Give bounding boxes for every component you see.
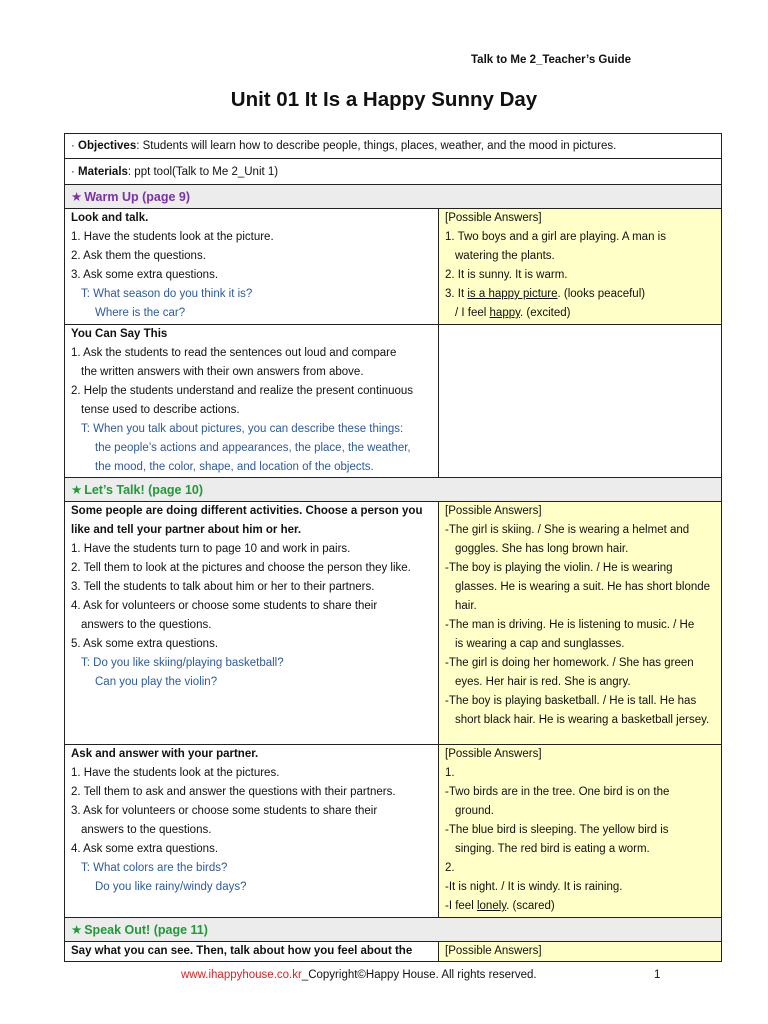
say-this-instructions xyxy=(65,325,439,478)
guide-title: Talk to Me 2_Teacher’s Guide xyxy=(471,54,631,66)
teacher-question: T: What season do you think it is? xyxy=(81,288,253,300)
partner-answers xyxy=(439,745,722,918)
answer-line xyxy=(445,285,715,304)
answer-number: 2. xyxy=(445,862,455,874)
speakout-instructions xyxy=(65,942,439,962)
materials-cell xyxy=(65,159,722,185)
say-this-step: 2. Help the students understand and realize the present continuous xyxy=(71,385,414,397)
activity-row xyxy=(65,502,722,745)
activity-answers xyxy=(439,502,722,745)
activity-step: 5. Ask some extra questions. xyxy=(71,638,219,650)
answer-number: 1. xyxy=(445,767,455,779)
answer-line xyxy=(445,304,715,323)
letstalk-page: (page 10) xyxy=(148,483,204,497)
look-talk-row xyxy=(65,209,722,325)
answer-line: eyes. Her hair is red. She is angry. xyxy=(455,676,631,688)
teacher-line: the people’s actions and appearances, the place, the weather, xyxy=(95,442,411,454)
activity-step: answers to the questions. xyxy=(81,619,212,631)
answer-line: glasses. He is wearing a suit. He has short blonde xyxy=(455,581,711,593)
answer-text: . (scared) xyxy=(506,900,555,912)
letstalk-heading-row xyxy=(65,478,722,502)
say-this-step: the written answers with their own answers from above. xyxy=(81,366,364,378)
page-title: Unit 01 It Is a Happy Sunny Day xyxy=(230,88,538,111)
look-talk-instructions xyxy=(65,209,439,325)
lesson-table xyxy=(64,133,722,962)
objectives-cell xyxy=(65,134,722,159)
answer-underlined: is a happy picture xyxy=(467,288,558,300)
answer-line: -The boy is playing the violin. / He is wearing xyxy=(445,562,673,574)
letstalk-heading xyxy=(65,478,722,502)
answer-line: 2. It is sunny. It is warm. xyxy=(445,269,568,281)
activity-instructions xyxy=(65,502,439,745)
answer-line: goggles. She has long brown hair. xyxy=(455,543,629,555)
activity-step: 1. Have the students turn to page 10 and work in pairs. xyxy=(71,543,351,555)
objectives-bullet: · xyxy=(71,140,75,152)
answer-text: 3. It xyxy=(445,288,468,300)
speakout-heading xyxy=(65,918,722,942)
speakout-answers xyxy=(439,942,722,962)
objectives-row xyxy=(65,134,722,159)
objectives-text: : Students will learn how to describe people, things, places, weather, and the mood in pictures. xyxy=(136,140,617,152)
look-talk-answers xyxy=(439,209,722,325)
answer-underlined: happy xyxy=(489,307,521,319)
answer-line: ground. xyxy=(455,805,495,817)
say-this-title: You Can Say This xyxy=(71,328,168,340)
letstalk-title: Let’s Talk! xyxy=(84,483,145,497)
answer-line: singing. The red bird is eating a worm. xyxy=(455,843,650,855)
look-talk-title: Look and talk. xyxy=(71,212,149,224)
teacher-question: Can you play the violin? xyxy=(95,676,218,688)
speakout-task: Say what you can see. Then, talk about how you feel about the xyxy=(71,945,413,957)
partner-step: answers to the questions. xyxy=(81,824,212,836)
answer-line: hair. xyxy=(455,600,477,612)
teacher-question: T: What colors are the birds? xyxy=(81,862,228,874)
footer-copyright: _Copyright©Happy House. All rights reserved. xyxy=(301,969,537,981)
partner-step: 4. Ask some extra questions. xyxy=(71,843,219,855)
objectives-label: Objectives xyxy=(78,140,137,152)
partner-step: 2. Tell them to ask and answer the questions with their partners. xyxy=(71,786,396,798)
teacher-line: the mood, the color, shape, and location of the objects. xyxy=(95,461,374,473)
speakout-heading-row xyxy=(65,918,722,942)
star-icon: ★ xyxy=(71,923,83,937)
answer-text: . (excited) xyxy=(520,307,571,319)
say-this-empty-cell xyxy=(439,325,722,478)
activity-step: 2. Tell them to look at the pictures and choose the person they like. xyxy=(71,562,411,574)
answer-line: -The girl is skiing. / She is wearing a helmet and xyxy=(445,524,690,536)
speakout-row xyxy=(65,942,722,962)
answer-text: -I feel xyxy=(445,900,477,912)
activity-title: Some people are doing different activities. Choose a person you xyxy=(71,505,423,517)
partner-step: 1. Have the students look at the pictures. xyxy=(71,767,280,779)
warmup-heading xyxy=(65,185,722,209)
teacher-question: Where is the car? xyxy=(95,307,186,319)
answer-line: -The girl is doing her homework. / She has green xyxy=(445,657,694,669)
answer-line: -The man is driving. He is listening to music. / He xyxy=(445,619,695,631)
materials-text: : ppt tool(Talk to Me 2_Unit 1) xyxy=(127,165,279,178)
partner-title: Ask and answer with your partner. xyxy=(71,748,259,760)
answer-underlined: lonely xyxy=(476,900,507,912)
page-number: 1 xyxy=(654,969,661,981)
partner-row xyxy=(65,745,722,918)
speakout-page: (page 11) xyxy=(153,923,208,937)
teacher-question: T: Do you like skiing/playing basketball? xyxy=(81,657,284,669)
activity-title: like and tell your partner about him or her. xyxy=(71,524,302,536)
answer-line: watering the plants. xyxy=(455,250,555,262)
look-talk-step: 3. Ask some extra questions. xyxy=(71,269,219,281)
answers-heading: [Possible Answers] xyxy=(445,748,542,760)
footer xyxy=(181,969,537,981)
partner-instructions xyxy=(65,745,439,918)
warmup-page: (page 9) xyxy=(142,190,191,204)
answer-line: -The boy is playing basketball. / He is tall. He has xyxy=(445,695,697,707)
activity-step: 4. Ask for volunteers or choose some students to share their xyxy=(71,600,378,612)
answer-line: -The blue bird is sleeping. The yellow bird is xyxy=(445,824,669,836)
materials-label: Materials xyxy=(78,165,128,178)
star-icon: ★ xyxy=(71,483,83,497)
materials-row xyxy=(65,159,722,185)
activity-step: 3. Tell the students to talk about him or her to their partners. xyxy=(71,581,375,593)
look-talk-step: 1. Have the students look at the picture. xyxy=(71,231,274,243)
answer-line: short black hair. He is wearing a basketball jersey. xyxy=(455,714,710,726)
teacher-question: Do you like rainy/windy days? xyxy=(95,881,247,893)
answer-line xyxy=(445,897,715,916)
answer-text: . (looks peaceful) xyxy=(557,288,646,300)
say-this-step: tense used to describe actions. xyxy=(81,404,240,416)
warmup-title: Warm Up xyxy=(84,190,139,204)
look-talk-step: 2. Ask them the questions. xyxy=(71,250,206,262)
answers-heading: [Possible Answers] xyxy=(445,212,542,224)
say-this-step: 1. Ask the students to read the sentences out loud and compare xyxy=(71,347,397,359)
answer-line: 1. Two boys and a girl are playing. A man is xyxy=(445,231,666,243)
speakout-title: Speak Out! xyxy=(84,923,151,937)
answer-line: -It is night. / It is windy. It is raining. xyxy=(445,881,623,893)
partner-step: 3. Ask for volunteers or choose some students to share their xyxy=(71,805,378,817)
answers-heading: [Possible Answers] xyxy=(445,945,542,957)
answers-heading: [Possible Answers] xyxy=(445,505,542,517)
answer-text: / I feel xyxy=(455,307,490,319)
warmup-heading-row xyxy=(65,185,722,209)
answer-line: is wearing a cap and sunglasses. xyxy=(455,638,625,650)
footer-url[interactable]: www.ihappyhouse.co.kr xyxy=(181,969,302,981)
answer-line: -Two birds are in the tree. One bird is on the xyxy=(445,786,670,798)
teacher-line: T: When you talk about pictures, you can describe these things: xyxy=(81,423,404,435)
say-this-row xyxy=(65,325,722,478)
star-icon: ★ xyxy=(71,190,83,204)
materials-bullet: · xyxy=(71,165,75,178)
